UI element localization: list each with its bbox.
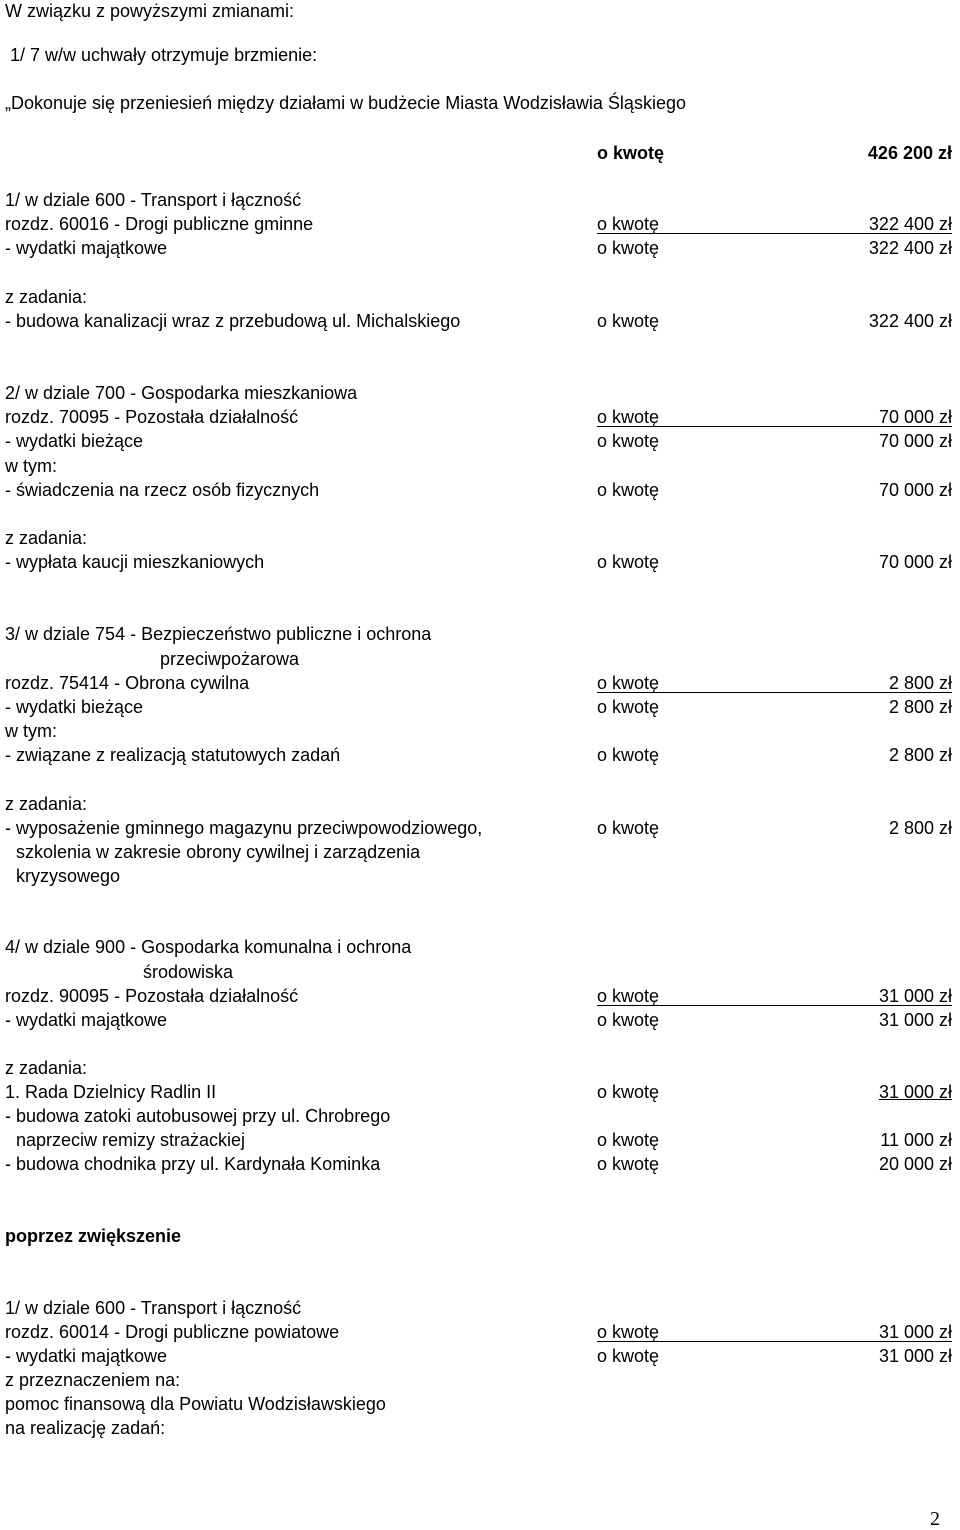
underline [597, 1341, 952, 1342]
section-5-przeznaczenie: z przeznaczeniem na: [5, 1370, 181, 1390]
section-4-rozdz-kwota: o kwotę [597, 986, 660, 1006]
section-4-task-1-amount: 11 000 zł [880, 1130, 952, 1150]
section-5-realizacja: na realizację zadań: [5, 1418, 166, 1438]
section-4-rada-kwota: o kwotę [597, 1082, 660, 1102]
section-3-task-cont: kryzysowego [16, 866, 121, 886]
section-3-wydatki-amount: 2 800 zł [888, 697, 952, 717]
section-1-wydatki: - wydatki majątkowe [5, 238, 168, 258]
section-1-rozdz: rozdz. 60016 - Drogi publiczne gminne [5, 214, 314, 234]
total-kwota-label: o kwotę [597, 143, 665, 163]
section-2-rozdz-amount: 70 000 zł [878, 407, 952, 427]
section-4-rozdz: rozdz. 90095 - Pozostała działalność [5, 986, 299, 1006]
section-3-subitem-amount: 2 800 zł [888, 745, 952, 765]
section-4-title: 4/ w dziale 900 - Gospodarka komunalna i ochrona [5, 937, 412, 957]
section-4-rada: 1. Rada Dzielnicy Radlin II [5, 1082, 217, 1102]
section-3-rozdz-amount: 2 800 zł [888, 673, 952, 693]
section-2-rozdz-kwota: o kwotę [597, 407, 660, 427]
underline [597, 692, 952, 693]
section-1-rozdz-kwota: o kwotę [597, 214, 660, 234]
poprzez-zwiekszenie-heading: poprzez zwiększenie [5, 1226, 182, 1246]
section-2-task-amount: 70 000 zł [878, 552, 952, 572]
section-3-task: - wyposażenie gminnego magazynu przeciwpowodziowego, [5, 818, 483, 838]
section-1-task-kwota: o kwotę [597, 311, 660, 331]
section-2-task: - wypłata kaucji mieszkaniowych [5, 552, 265, 572]
paragraph-reference: 1/ 7 w/w uchwały otrzymuje brzmienie: [10, 45, 318, 65]
section-1-wydatki-amount: 322 400 zł [868, 238, 952, 258]
section-1-rozdz-amount: 322 400 zł [868, 214, 952, 234]
section-4-wydatki-amount: 31 000 zł [878, 1010, 952, 1030]
section-5-wydatki: - wydatki majątkowe [5, 1346, 168, 1366]
section-5-rozdz-amount: 31 000 zł [878, 1322, 952, 1342]
section-3-task-amount: 2 800 zł [888, 818, 952, 838]
underline [597, 233, 952, 234]
section-3-title-cont: przeciwpożarowa [160, 649, 300, 669]
section-1-task: - budowa kanalizacji wraz z przebudową ul. Michalskiego [5, 311, 461, 331]
section-4-wydatki-kwota: o kwotę [597, 1010, 660, 1030]
section-4-task-1: - budowa zatoki autobusowej przy ul. Chrobrego [5, 1106, 391, 1126]
section-5-rozdz-kwota: o kwotę [597, 1322, 660, 1342]
section-3-subitem-kwota: o kwotę [597, 745, 660, 765]
section-4-task-1-cont: naprzeciw remizy strażackiej [16, 1130, 246, 1150]
section-3-task-kwota: o kwotę [597, 818, 660, 838]
section-4-task-2-kwota: o kwotę [597, 1154, 660, 1174]
section-4-rozdz-amount: 31 000 zł [878, 986, 952, 1006]
section-4-z-zadania: z zadania: [5, 1058, 88, 1078]
section-2-task-kwota: o kwotę [597, 552, 660, 572]
section-3-z-zadania: z zadania: [5, 794, 88, 814]
section-2-subitem-kwota: o kwotę [597, 480, 660, 500]
section-3-rozdz-kwota: o kwotę [597, 673, 660, 693]
page-number: 2 [930, 1508, 940, 1530]
section-3-title: 3/ w dziale 754 - Bezpieczeństwo publiczne i ochrona [5, 624, 432, 644]
intro-text: W związku z powyższymi zmianami: [5, 1, 295, 21]
section-2-wydatki-kwota: o kwotę [597, 431, 660, 451]
section-2-title: 2/ w dziale 700 - Gospodarka mieszkaniowa [5, 383, 358, 403]
section-2-subitem: - świadczenia na rzecz osób fizycznych [5, 480, 320, 500]
section-3-wydatki: - wydatki bieżące [5, 697, 144, 717]
section-3-wydatki-kwota: o kwotę [597, 697, 660, 717]
section-2-wydatki-amount: 70 000 zł [878, 431, 952, 451]
section-2-wydatki: - wydatki bieżące [5, 431, 144, 451]
section-4-title-cont: środowiska [143, 962, 234, 982]
section-4-rada-amount: 31 000 zł [878, 1082, 952, 1102]
section-5-pomoc: pomoc finansową dla Powiatu Wodzisławskiego [5, 1394, 386, 1414]
section-3-w-tym: w tym: [5, 721, 57, 741]
section-5-wydatki-amount: 31 000 zł [878, 1346, 952, 1366]
section-2-subitem-amount: 70 000 zł [878, 480, 952, 500]
underline [597, 426, 952, 427]
section-1-task-amount: 322 400 zł [868, 311, 952, 331]
quote-opening: „Dokonuje się przeniesień między działami w budżecie Miasta Wodzisławia Śląskiego [5, 93, 686, 113]
section-2-w-tym: w tym: [5, 456, 57, 476]
section-2-rozdz: rozdz. 70095 - Pozostała działalność [5, 407, 299, 427]
section-4-task-2: - budowa chodnika przy ul. Kardynała Kominka [5, 1154, 381, 1174]
section-3-rozdz: rozdz. 75414 - Obrona cywilna [5, 673, 250, 693]
section-1-z-zadania: z zadania: [5, 287, 88, 307]
section-5-wydatki-kwota: o kwotę [597, 1346, 660, 1366]
section-5-rozdz: rozdz. 60014 - Drogi publiczne powiatowe [5, 1322, 340, 1342]
total-amount: 426 200 zł [867, 143, 952, 163]
section-5-title: 1/ w dziale 600 - Transport i łączność [5, 1298, 302, 1318]
section-4-wydatki: - wydatki majątkowe [5, 1010, 168, 1030]
section-4-task-1-kwota: o kwotę [597, 1130, 660, 1150]
section-3-subitem: - związane z realizacją statutowych zadań [5, 745, 341, 765]
underline [597, 1005, 952, 1006]
section-4-task-2-amount: 20 000 zł [878, 1154, 952, 1174]
section-1-wydatki-kwota: o kwotę [597, 238, 660, 258]
section-2-z-zadania: z zadania: [5, 528, 88, 548]
section-3-task-cont: szkolenia w zakresie obrony cywilnej i zarządzenia [16, 842, 421, 862]
section-1-title: 1/ w dziale 600 - Transport i łączność [5, 190, 302, 210]
